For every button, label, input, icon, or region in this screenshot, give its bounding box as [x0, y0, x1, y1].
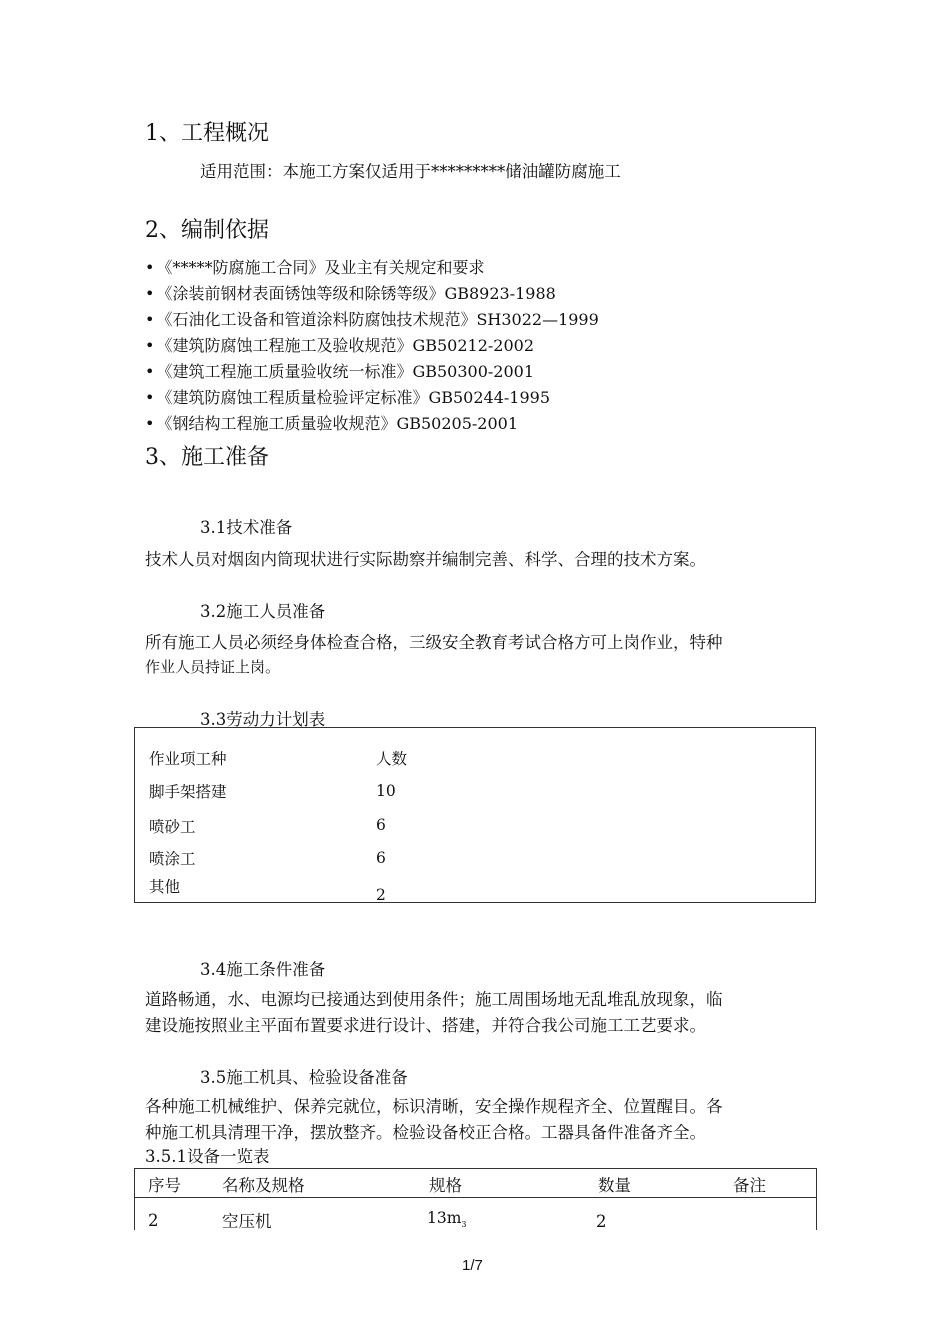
subsection-3-1-heading: 3.1技术准备 — [200, 518, 293, 537]
equipment-row-spec — [427, 1209, 467, 1229]
basis-item: • 《建筑工程施工质量验收统一标准》GB50300-2001 — [145, 359, 599, 385]
basis-item: • 《钢结构工程施工质量验收规范》GB50205-2001 — [145, 411, 599, 437]
equipment-table-left-border — [134, 1168, 135, 1230]
section-3-title: 3、施工准备 — [145, 445, 269, 470]
subsection-3-5-body-cont: 种施工机具清理干净，摆放整齐。检验设备校正合格。工器具备件准备齐全。 — [145, 1123, 706, 1142]
labor-header-count: 人数 — [376, 750, 408, 768]
equipment-header-spec: 规格 — [429, 1176, 462, 1195]
equipment-header-name: 名称及规格 — [222, 1176, 305, 1195]
equipment-row-spec-unit-exp: 3 — [461, 1220, 467, 1230]
equipment-header-remark: 备注 — [733, 1176, 766, 1195]
labor-row-trade: 其他 — [149, 878, 181, 896]
basis-item: • 《建筑防腐蚀工程质量检验评定标准》GB50244-1995 — [145, 385, 599, 411]
labor-header-trade: 作业项工种 — [149, 750, 227, 768]
basis-item: • 《*****防腐施工合同》及业主有关规定和要求 — [145, 255, 599, 281]
subsection-3-1-body: 技术人员对烟囱内筒现状进行实际勘察并编制完善、科学、合理的技术方案。 — [145, 550, 706, 569]
subsection-3-4-body: 道路畅通，水、电源均已接通达到使用条件；施工周围场地无乱堆乱放现象，临 — [145, 990, 723, 1009]
basis-item: • 《建筑防腐蚀工程施工及验收规范》GB50212-2002 — [145, 333, 599, 359]
equipment-row-index: 2 — [148, 1211, 159, 1230]
labor-row-trade: 喷涂工 — [149, 850, 196, 868]
section-1-title: 1、工程概况 — [145, 121, 269, 146]
subsection-3-2-heading: 3.2施工人员准备 — [200, 602, 326, 621]
labor-row-count: 6 — [376, 849, 386, 867]
equipment-row-spec-value: 13m — [427, 1209, 462, 1227]
equipment-table-top-border — [134, 1168, 817, 1169]
labor-row-count: 10 — [376, 782, 396, 800]
equipment-header-qty: 数量 — [598, 1176, 631, 1195]
subsection-3-2-body-cont: 作业人员持证上岗。 — [145, 658, 281, 676]
equipment-row-qty: 2 — [596, 1212, 607, 1231]
subsection-3-5-heading: 3.5施工机具、检验设备准备 — [200, 1068, 408, 1087]
subsection-3-2-body: 所有施工人员必须经身体检查合格，三级安全教育考试合格方可上岗作业，特种 — [145, 633, 723, 652]
page-number: 1/7 — [462, 1257, 483, 1274]
labor-row-trade: 脚手架搭建 — [149, 783, 227, 801]
labor-row-count: 2 — [376, 886, 386, 904]
equipment-row-name: 空压机 — [222, 1212, 272, 1231]
subsection-3-4-heading: 3.4施工条件准备 — [200, 960, 326, 979]
labor-row-count: 6 — [376, 816, 386, 834]
basis-list — [145, 255, 599, 437]
subsection-3-5-body: 各种施工机械维护、保养完就位，标识清晰，安全操作规程齐全、位置醒目。各 — [145, 1097, 723, 1116]
equipment-header-index: 序号 — [148, 1176, 181, 1195]
labor-row-trade: 喷砂工 — [149, 818, 196, 836]
section-2-title: 2、编制依据 — [145, 218, 269, 243]
equipment-table-header-border — [134, 1197, 817, 1198]
labor-table — [134, 727, 816, 903]
scope-text: 适用范围：本施工方案仅适用于*********储油罐防腐施工 — [200, 162, 621, 181]
equipment-table-right-border — [816, 1168, 817, 1230]
basis-item: • 《涂装前钢材表面锈蚀等级和除锈等级》GB8923-1988 — [145, 281, 599, 307]
subsection-3-4-body-cont: 建设施按照业主平面布置要求进行设计、搭建，并符合我公司施工工艺要求。 — [145, 1016, 706, 1035]
subsection-3-3-heading: 3.3劳动力计划表 — [200, 710, 326, 729]
basis-item: • 《石油化工设备和管道涂料防腐蚀技术规范》SH3022—1999 — [145, 307, 599, 333]
subsection-3-5-1-heading: 3.5.1设备一览表 — [145, 1147, 270, 1166]
